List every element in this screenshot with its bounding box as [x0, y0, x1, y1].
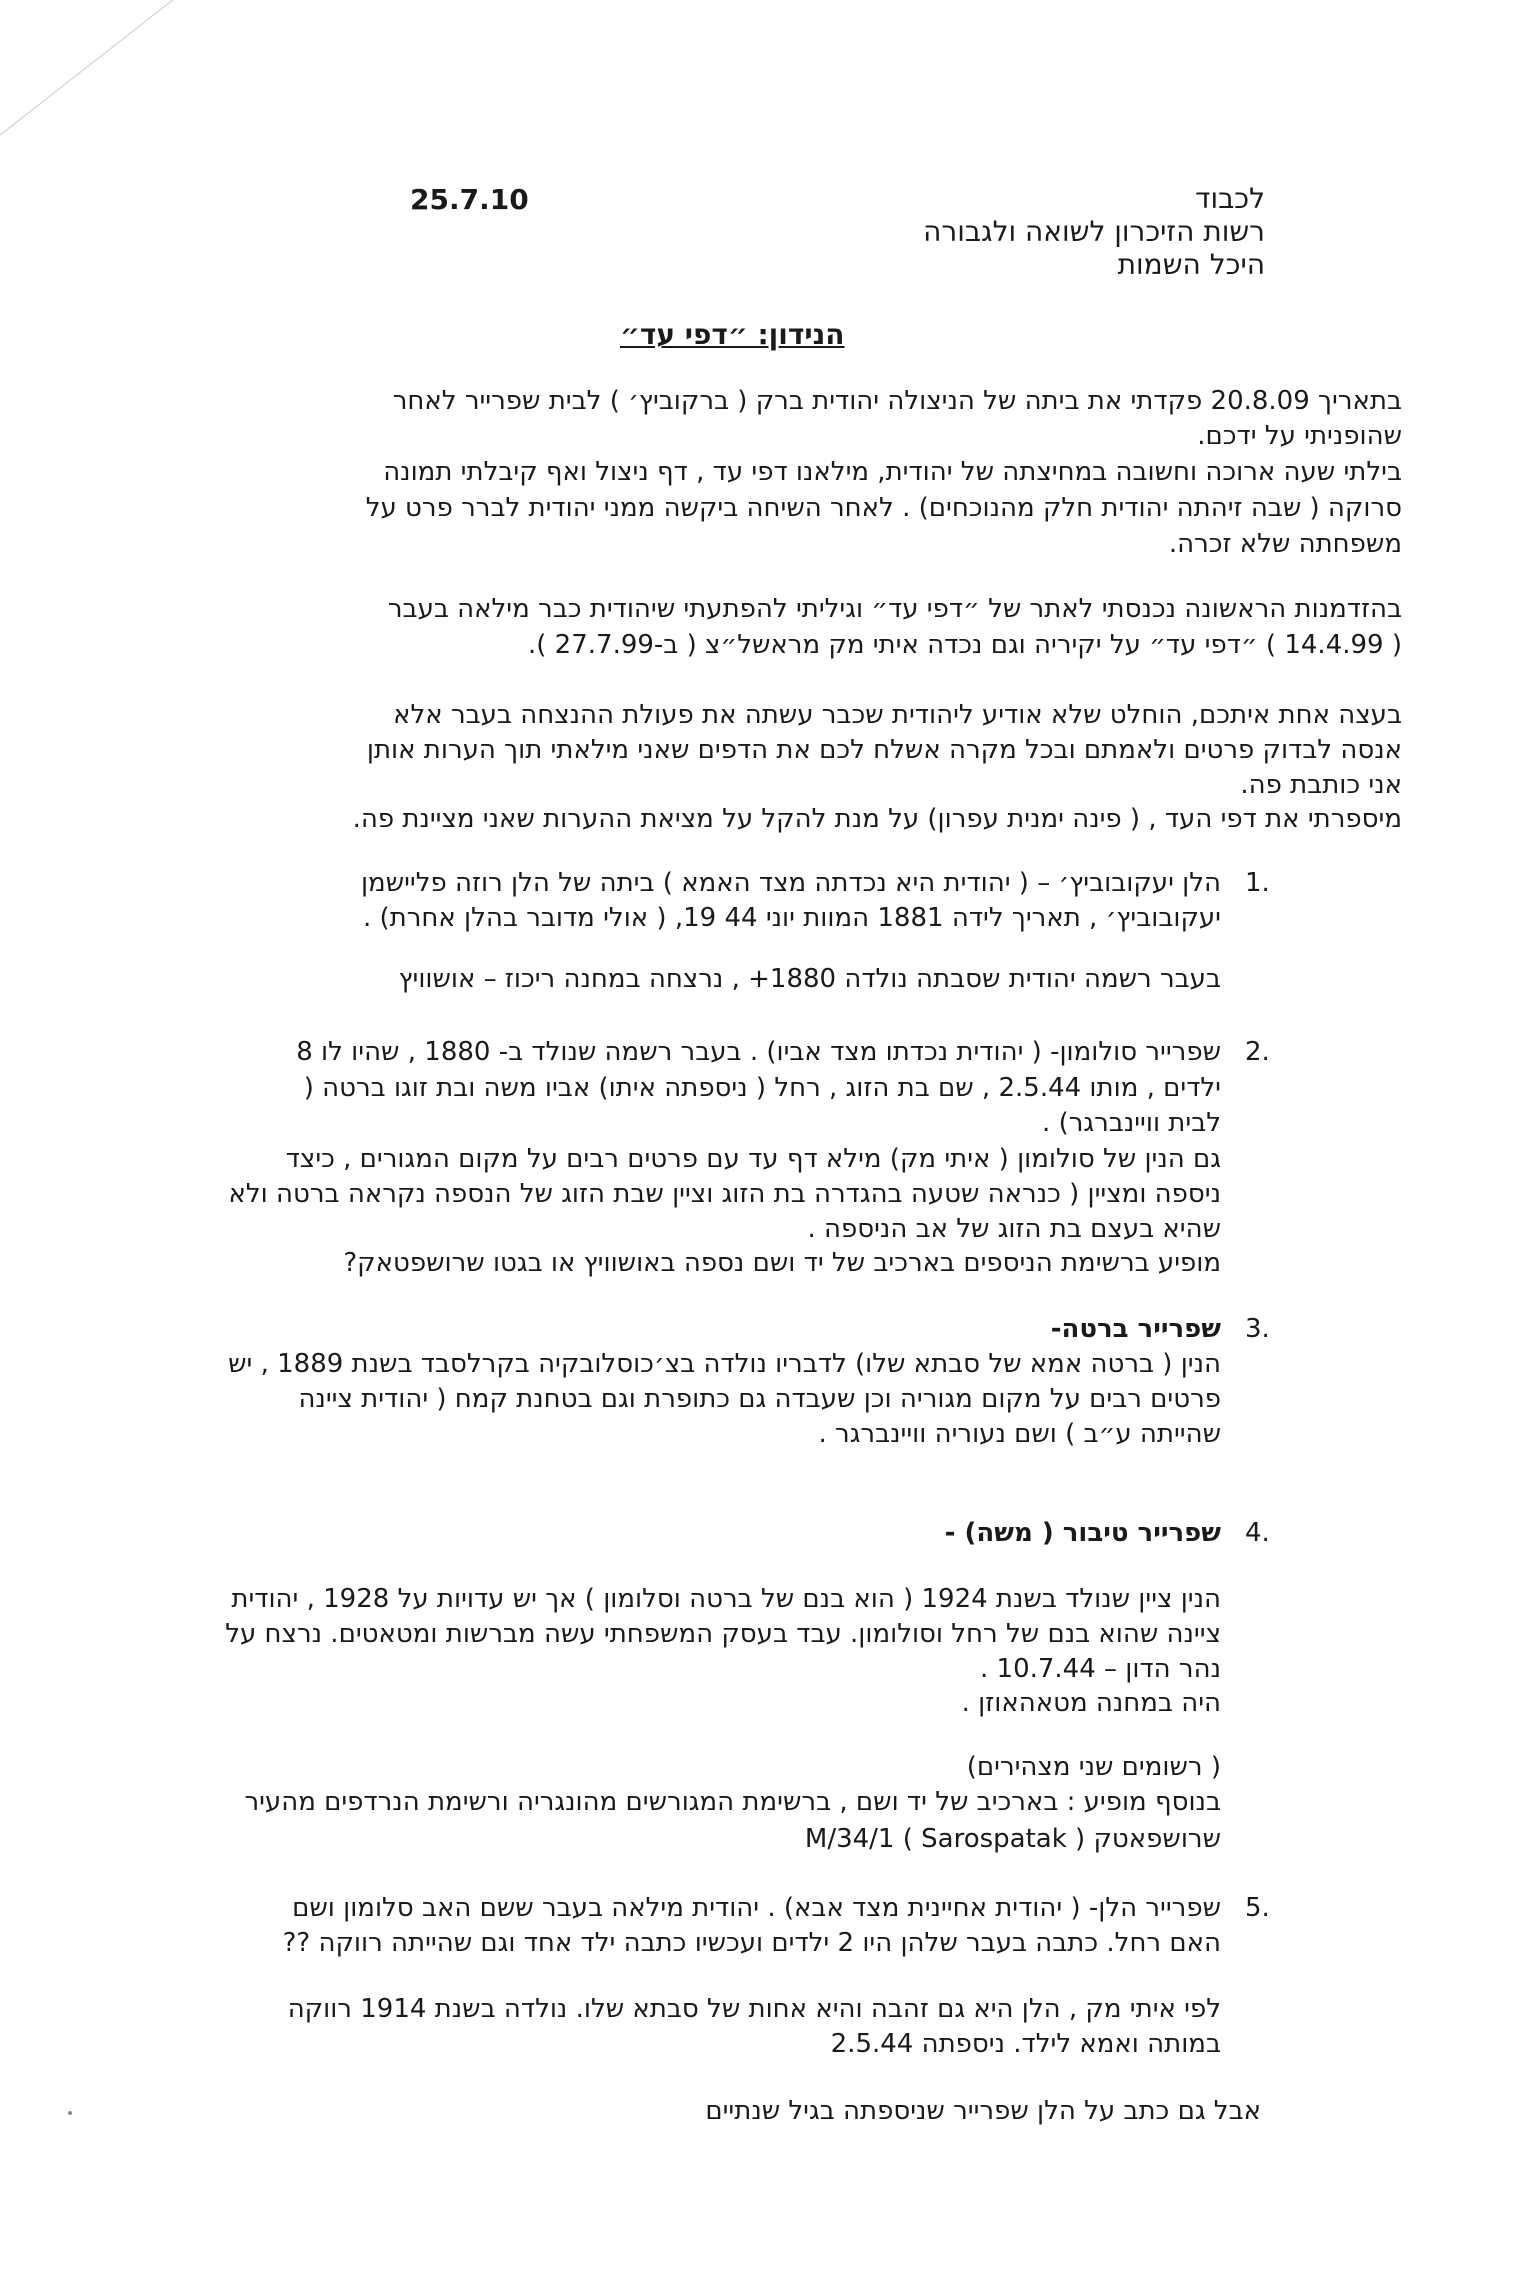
item-2-line-2: ילדים , מותו 2.5.44 , שם בת הזוג , רחל ( ניספתה איתו) אביו משה ובת זוגו ברטה (: [303, 1073, 1221, 1103]
address-line-3: היכל השמות: [1117, 248, 1265, 281]
item-1-line-2: יעקובוביץ׳ , תאריך לידה 1881 המוות יוני 44 19, ( אולי מדובר בהלן אחרת) .: [362, 903, 1221, 933]
intro-line-3: בילתי שעה ארוכה וחשובה במחיצתה של יהודית, מילאנו דפי עד , דף ניצול ואף קיבלתי תמונה: [383, 457, 1402, 487]
item-3-line-4: שהייתה ע״ב ) ושם נעוריה וויינברגר .: [818, 1419, 1221, 1449]
item-4-line-1: שפרייר טיבור ( משה) -: [944, 1518, 1221, 1548]
item-2-note-2: ניספה ומציין ( כנראה שטעה בהגדרה בת הזוג וציין שבת הזוג של הנספה נקראה ברטה ולא: [228, 1179, 1221, 1209]
decision-line-3: אני כותבת פה.: [1240, 770, 1402, 800]
item-2-line-1: שפרייר סולומון- ( יהודית נכדתו מצד אביו) . בעבר רשמה שנולד ב- 1880 , שהיו לו 8: [296, 1037, 1221, 1067]
item-4-note-2: ציינה שהוא בנם של רחל וסולומון. עבד בעסק המשפחתי עשה מברשות ומטאטים. נרצח על: [225, 1619, 1221, 1649]
intro-line-1: בתאריך 20.8.09 פקדתי את ביתה של הניצולה יהודית ברק ( ברקוביץ׳ ) לבית שפרייר לאחר: [392, 386, 1402, 416]
item-5-line-2: האם רחל. כתבה בעבר שלהן היו 2 ילדים ועכשיו כתבה ילד אחד וגם שהייתה רווקה ??: [282, 1928, 1221, 1958]
item-2-note-4: מופיע ברשימת הניספים בארכיב של יד ושם נספה באושוויץ או בגטו שרושפטאק?: [343, 1248, 1221, 1278]
item-5-note-1: לפי איתי מק , הלן היא גם זהבה והיא אחות של סבתא שלו. נולדה בשנת 1914 רווקה: [287, 1994, 1221, 2024]
item-4-number: 4.: [1245, 1518, 1270, 1548]
item-4-extra-2: בנוסף מופיע : בארכיב של יד ושם , ברשימת המגורשים מהונגריה ורשימת הנרדפים מהעיר: [244, 1787, 1221, 1817]
visit-line-1: בהזדמנות הראשונה נכנסתי לאתר של ״דפי עד״ וגיליתי להפתעתי שיהודית כבר מילאה בעבר: [387, 594, 1402, 624]
item-3-number: 3.: [1245, 1314, 1270, 1344]
item-2-note-1: גם הנין של סולומון ( איתי מק) מילא דף עד עם פרטים רבים על מקום המגורים , כיצד: [285, 1144, 1221, 1174]
item-1-line-1: הלן יעקובוביץ׳ – ( יהודית היא נכדתה מצד האמא ) ביתה של הלן רוזה פליישמן: [360, 868, 1221, 898]
item-5-number: 5.: [1245, 1893, 1270, 1923]
item-3-line-3: פרטים רבים על מקום מגוריה וכן שעבדה גם כתופרת וגם בטחנת קמח ( יהודית ציינה: [298, 1384, 1221, 1414]
decision-line-4: מיספרתי את דפי העד , ( פינה ימנית עפרון) על מנת להקל על מציאת ההערות שאני מציינת פה.: [352, 804, 1402, 834]
item-4-note-4: היה במחנה מטאהאוזן .: [961, 1688, 1221, 1718]
subject-heading: הנידון: ״דפי עד״: [620, 318, 845, 351]
item-4-note-3: נהר הדון – 10.7.44 .: [980, 1654, 1221, 1684]
intro-line-5: משפחתה שלא זכרה.: [1168, 529, 1402, 559]
item-2-number: 2.: [1245, 1037, 1270, 1067]
item-5-note-2: במותה ואמא לילד. ניספתה 2.5.44: [830, 2029, 1221, 2059]
intro-line-4: סרוקה ( שבה זיהתה יהודית חלק מהנוכחים) . לאחר השיחה ביקשה ממני יהודית לברר פרט על: [365, 493, 1402, 523]
item-4-note-1: הנין ציין שנולד בשנת 1924 ( הוא בנם של ברטה וסלומון ) אך יש עדויות על 1928 , יהודית: [231, 1584, 1221, 1614]
item-2-note-3: שהיא בעצם בת הזוג של אב הניספה .: [807, 1214, 1221, 1244]
address-line-2: רשות הזיכרון לשואה ולגבורה: [923, 215, 1265, 248]
decision-line-2: אנסה לבדוק פרטים ולאמתם ובכל מקרה אשלח לכם את הדפים שאני מילאתי תוך הערות אותן: [366, 735, 1402, 765]
item-4-extra-1: ( רשומים שני מצהירים): [966, 1752, 1221, 1782]
item-4-extra-3: שרושפאטק ( Sarospatak ) M/34/1: [804, 1824, 1221, 1854]
item-3-line-1: שפרייר ברטה-: [1050, 1314, 1221, 1344]
scan-speck: [68, 2111, 72, 2115]
item-3-line-2: הנין ( ברטה אמא של סבתא שלו) לדבריו נולדה בצ׳כוסלובקיה בקרלסבד בשנת 1889 , יש: [228, 1349, 1221, 1379]
closing-line: אבל גם כתב על הלן שפרייר שניספתה בגיל שנתיים: [705, 2096, 1261, 2126]
visit-line-2: ( 14.4.99 ) ״דפי עד״ על יקיריה וגם נכדה איתי מק מראשל״צ ( ב-27.7.99 ).: [527, 630, 1402, 660]
address-line-1: לכבוד: [1195, 182, 1265, 215]
item-2-line-3: לבית וויינברגר) .: [1042, 1108, 1221, 1138]
item-1-note-1: בעבר רשמה יהודית שסבתה נולדה 1880+ , נרצחה במחנה ריכוז – אושוויץ: [398, 964, 1221, 994]
scan-artifact-line: [0, 0, 185, 151]
item-1-number: 1.: [1245, 868, 1270, 898]
decision-line-1: בעצה אחת איתכם, הוחלט שלא אודיע ליהודית שכבר עשתה את פעולת ההנצחה בעבר אלא: [393, 700, 1402, 730]
letter-date: 25.7.10: [410, 183, 529, 216]
item-5-line-1: שפרייר הלן- ( יהודית אחיינית מצד אבא) . יהודית מילאה בעבר ששם האב סלומון ושם: [292, 1893, 1221, 1923]
intro-line-2: שהופניתי על ידכם.: [1197, 421, 1402, 451]
